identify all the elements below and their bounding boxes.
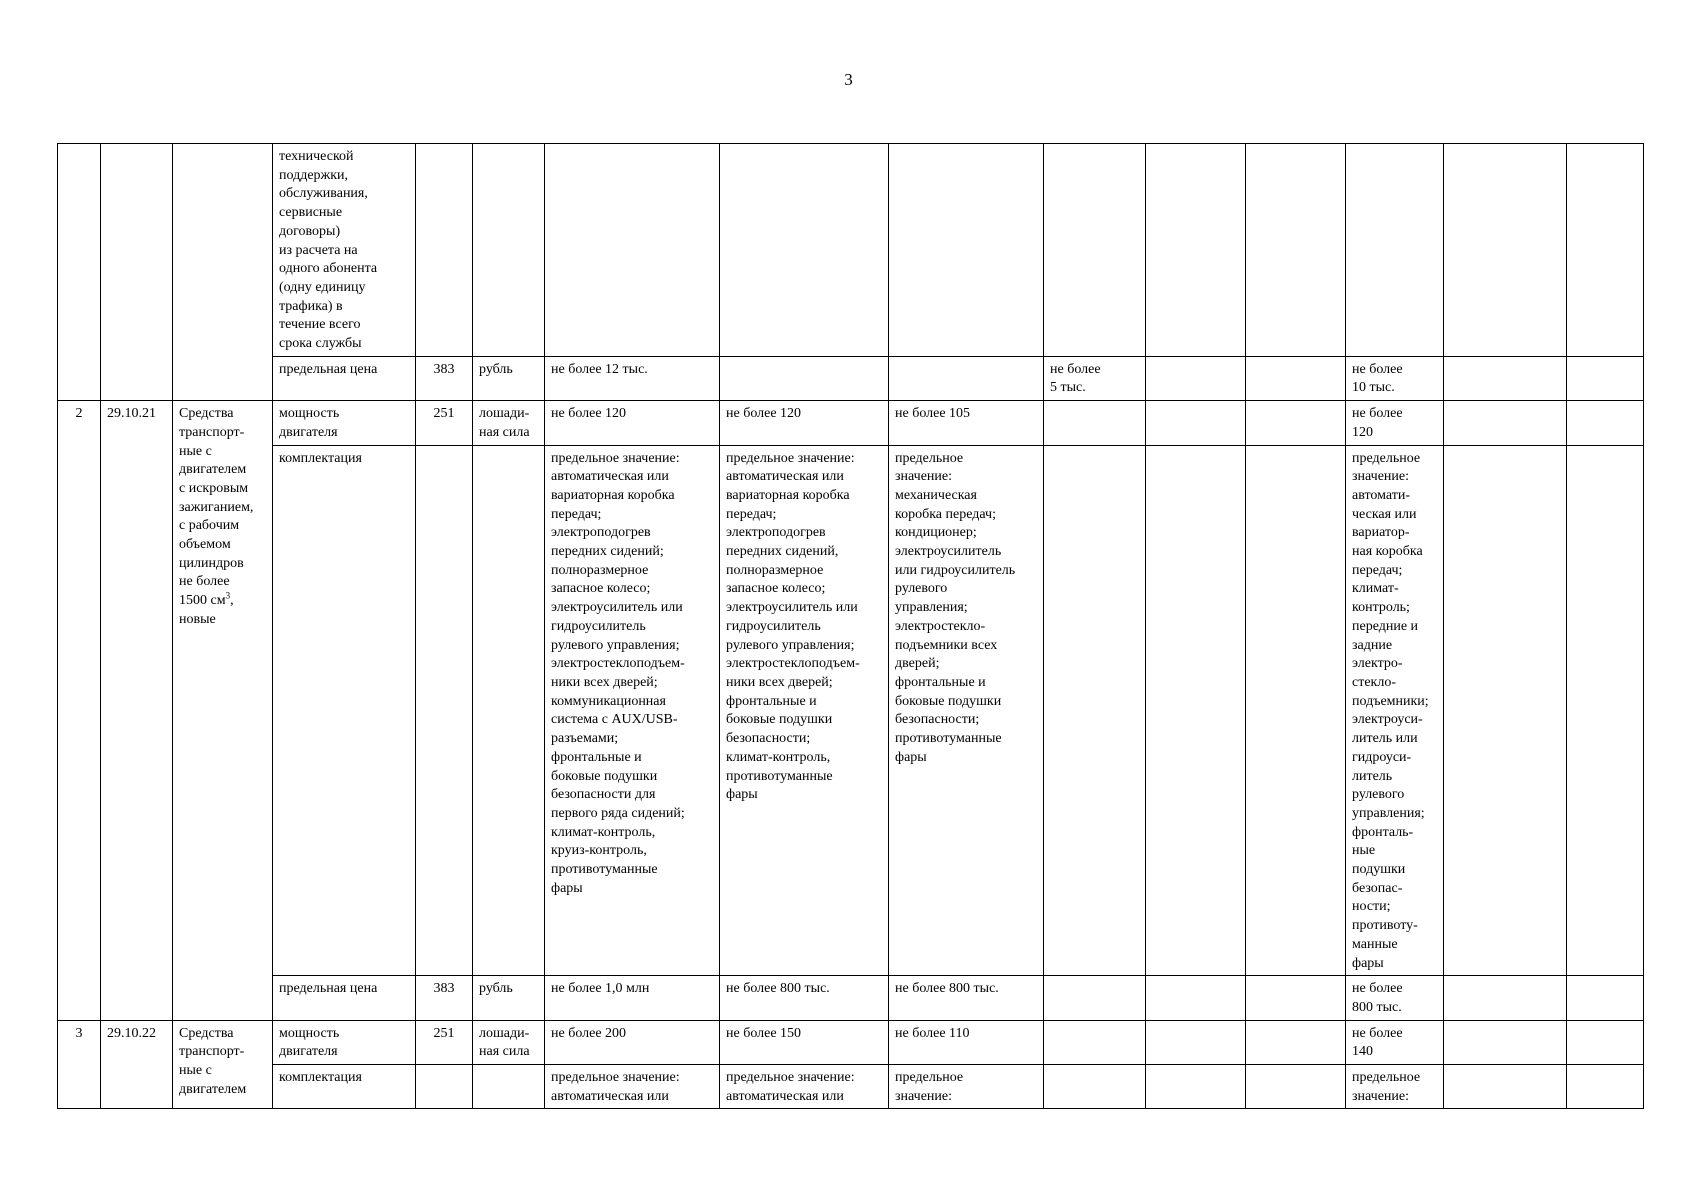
cell-value (1246, 976, 1346, 1020)
cell-value: предельное значение: автоматическая или (720, 1065, 889, 1109)
cell-value (1146, 976, 1246, 1020)
cell-unit-name (473, 144, 545, 357)
cell-value (1246, 445, 1346, 976)
cell-value: не более 105 (889, 401, 1044, 445)
cell-value (1044, 401, 1146, 445)
item-name-tail: , новые (179, 593, 234, 627)
cell-value (1146, 401, 1246, 445)
cell-value (1567, 1065, 1644, 1109)
cell-value (1044, 1020, 1146, 1064)
cell-value (545, 144, 720, 357)
cell-value: не более 10 тыс. (1346, 356, 1444, 400)
table-row (58, 445, 1644, 976)
cell-value: не более 200 (545, 1020, 720, 1064)
cell-characteristic: мощность двигателя (273, 1020, 416, 1064)
cell-value: не более 5 тыс. (1044, 356, 1146, 400)
item-name-superscript: 3 (225, 590, 231, 601)
cell-item-name: Средства транспорт- ные с двигателем (173, 1020, 273, 1109)
cell-value (1246, 1065, 1346, 1109)
cell-unit-code (416, 144, 473, 357)
cell-value (1444, 401, 1567, 445)
cell-characteristic: предельная цена (273, 356, 416, 400)
cell-value (1044, 1065, 1146, 1109)
cell-okpd-code: 29.10.21 (101, 401, 173, 1021)
cell-value (889, 356, 1044, 400)
cell-unit-name: лошади- ная сила (473, 1020, 545, 1064)
cell-value (1567, 1020, 1644, 1064)
cell-okpd-code: 29.10.22 (101, 1020, 173, 1109)
cell-value (1567, 401, 1644, 445)
cell-unit-code: 383 (416, 356, 473, 400)
table-row (58, 401, 1644, 445)
cell-value (1567, 356, 1644, 400)
cell-characteristic: мощность двигателя (273, 401, 416, 445)
cell-value: предельное значение: автомати- ческая или вариатор- ная коробка передач; климат- контроль; передние и задние электро- стекло- подъемники; электроуси- литель или гидроуси- литель рулевого управления; фронталь- ные подушки безопас- ности; противоту- манные фары (1346, 445, 1444, 976)
cell-unit-code: 251 (416, 401, 473, 445)
cell-value (1146, 445, 1246, 976)
cell-value (1146, 144, 1246, 357)
item-name-text: Средства транспорт- ные с двигателем с искровым зажиганием, с рабочим объемом цилиндров не более 1500 см (179, 406, 254, 609)
page-number: 3 (844, 70, 853, 89)
cell-unit-name: рубль (473, 356, 545, 400)
cell-value: не более 150 (720, 1020, 889, 1064)
cell-value (1146, 1020, 1246, 1064)
cell-value: предельное значение: автоматическая или (545, 1065, 720, 1109)
cell-value: предельное значение: (1346, 1065, 1444, 1109)
cell-unit-code (416, 1065, 473, 1109)
cell-value (1567, 144, 1644, 357)
cell-value (889, 144, 1044, 357)
cell-value: предельное значение: автоматическая или вариаторная коробка передач; электроподогрев передних сидений, полноразмерное запасное колесо; электроусилитель или гидроусилитель рулевого управления; электростеклоподъем- ники всех дверей; фронтальные и боковые подушки безопасности; климат-контроль, противотуманные фары (720, 445, 889, 976)
cell-number: 2 (58, 401, 101, 1021)
cell-value (1246, 1020, 1346, 1064)
cell-value: не более 1,0 млн (545, 976, 720, 1020)
cell-number: 3 (58, 1020, 101, 1109)
cell-characteristic: комплектация (273, 445, 416, 976)
cell-value (1044, 144, 1146, 357)
cell-value (1044, 445, 1146, 976)
cell-value (1444, 1065, 1567, 1109)
cell-value (1044, 976, 1146, 1020)
cell-characteristic: комплектация (273, 1065, 416, 1109)
cell-value: предельное значение: механическая коробка передач; кондиционер; электроусилитель или гидроусилитель рулевого управления; электростекло- подъемники всех дверей; фронтальные и боковые подушки безопасности; противотуманные фары (889, 445, 1044, 976)
table-row (58, 1020, 1644, 1064)
cell-value (1444, 144, 1567, 357)
table-row (58, 144, 1644, 357)
cell-okpd-code (101, 144, 173, 401)
cell-value: не более 800 тыс. (1346, 976, 1444, 1020)
cell-value (1246, 356, 1346, 400)
cell-unit-code (416, 445, 473, 976)
cell-value (1444, 356, 1567, 400)
cell-item-name (173, 401, 273, 1021)
cell-unit-name (473, 1065, 545, 1109)
cell-value: не более 120 (545, 401, 720, 445)
table-row (58, 976, 1644, 1020)
cell-value: не более 110 (889, 1020, 1044, 1064)
cell-unit-name (473, 445, 545, 976)
cell-characteristic: технической поддержки, обслуживания, сервисные договоры) из расчета на одного абонента (одну единицу трафика) в течение всего срока службы (273, 144, 416, 357)
requirements-table (57, 143, 1644, 1109)
cell-value (1567, 976, 1644, 1020)
cell-value: не более 120 (1346, 401, 1444, 445)
cell-value (720, 356, 889, 400)
cell-value: не более 800 тыс. (720, 976, 889, 1020)
cell-value (1146, 356, 1246, 400)
cell-unit-name: лошади- ная сила (473, 401, 545, 445)
cell-value (1444, 445, 1567, 976)
cell-value (1444, 976, 1567, 1020)
cell-value: не более 800 тыс. (889, 976, 1044, 1020)
cell-value: не более 12 тыс. (545, 356, 720, 400)
table-row (58, 356, 1644, 400)
cell-characteristic: предельная цена (273, 976, 416, 1020)
cell-unit-code: 251 (416, 1020, 473, 1064)
cell-number (58, 144, 101, 401)
cell-value: не более 140 (1346, 1020, 1444, 1064)
cell-value: предельное значение: (889, 1065, 1044, 1109)
cell-item-name (173, 144, 273, 401)
cell-value (1346, 144, 1444, 357)
table-row (58, 1065, 1644, 1109)
cell-value: не более 120 (720, 401, 889, 445)
cell-value (1146, 1065, 1246, 1109)
cell-value (1246, 144, 1346, 357)
cell-value (720, 144, 889, 357)
cell-value (1567, 445, 1644, 976)
cell-value (1246, 401, 1346, 445)
cell-value (1444, 1020, 1567, 1064)
cell-value: предельное значение: автоматическая или вариаторная коробка передач; электроподогрев передних сидений; полноразмерное запасное колесо; электроусилитель или гидроусилитель рулевого управления; электростеклоподъем- ники всех дверей; коммуникационная система с AUX/USB- разъемами; фронтальные и боковые подушки безопасности для первого ряда сидений; климат-контроль, круиз-контроль, противотуманные фары (545, 445, 720, 976)
cell-unit-code: 383 (416, 976, 473, 1020)
cell-unit-name: рубль (473, 976, 545, 1020)
